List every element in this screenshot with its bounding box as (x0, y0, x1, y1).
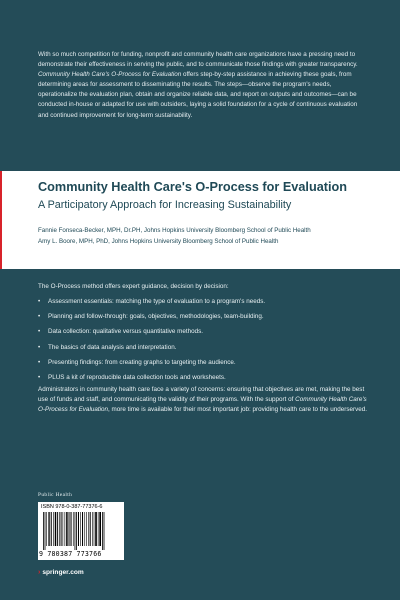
arrow-icon: › (38, 569, 41, 576)
list-item-text: PLUS a kit of reproducible data collection tools and worksheets. (48, 373, 226, 381)
barcode-bar (99, 512, 101, 546)
description-text-a: With so much competition for funding, nonprofit and community health care organizations have a pressing need to demonstrate their effectiveness in serving the public, and to communicate those findings with greater transparency. (38, 51, 358, 69)
barcode-bar (57, 512, 58, 546)
publisher-link[interactable] (38, 569, 84, 576)
barcode-bar (45, 512, 46, 550)
closing-text-a: Administrators in community health care face a variety of concerns: ensuring that objectives are met, making the best use of funds and staff, and communicating the validity of their programs. With the support of (38, 386, 365, 404)
list-item-text: Assessment essentials: matching the type of evaluation to a program's needs. (48, 298, 266, 305)
book-title: Community Health Care's O-Process for Evaluation (38, 180, 348, 194)
barcode-graphic (42, 512, 120, 550)
bullet-icon: • (38, 373, 41, 381)
barcode-bar (90, 512, 91, 546)
barcode-bar (71, 512, 72, 546)
barcode-bar (84, 512, 85, 546)
barcode-bar (69, 512, 70, 546)
barcode-bar (98, 512, 99, 546)
barcode-bar (51, 512, 52, 546)
barcode-bar (46, 512, 47, 546)
barcode-bar (43, 512, 44, 550)
barcode-bar (80, 512, 81, 546)
closing-paragraph (38, 385, 368, 415)
bullet-icon: • (38, 328, 41, 336)
author-line-1: Fannie Fonseca-Becker, MPH, Dr.PH, Johns Hopkins University Bloomberg School of Public Health (38, 227, 311, 234)
list-item (38, 312, 368, 322)
title-band-accent (0, 171, 2, 269)
barcode-number: 9 780387 773766 (39, 550, 102, 558)
description-text-b: offers step-by-step assistance in achieving these goals, from determining areas for assessment to disseminating the results. The steps—observe the program's needs, operationalize the evaluation plan, obtain and organize reliable data, and report on outputs and outcomes—can be conducted in-house or adapted for use with outsiders, laying a solid foundation for a cycle of continuous evaluation and continued improvement for long-term sustainability. (38, 71, 358, 119)
book-subtitle: A Participatory Approach for Increasing Sustainability (38, 199, 292, 211)
author-line-2: Amy L. Boore, MPH, PhD, Johns Hopkins University Bloomberg School of Public Health (38, 237, 279, 245)
method-section (38, 282, 368, 388)
method-bullet-list (38, 297, 368, 383)
barcode-bar (82, 512, 83, 546)
publisher-url: springer.com (42, 569, 84, 576)
barcode-bar (55, 512, 57, 546)
barcode-bar (48, 512, 49, 546)
method-intro: The O-Process method offers expert guidance, decision by decision: (38, 283, 229, 290)
barcode-bar (73, 512, 74, 546)
barcode-bar (76, 512, 77, 550)
barcode-bar (86, 512, 87, 546)
list-item-text: Presenting findings: from creating graphs to targeting the audience. (48, 358, 236, 366)
barcode-bar (94, 512, 95, 546)
bullet-icon: • (38, 358, 41, 366)
barcode-bar (78, 512, 79, 546)
list-item (38, 297, 368, 307)
list-item (38, 343, 368, 353)
barcode-bar (66, 512, 68, 546)
barcode-bar (59, 512, 60, 546)
bullet-icon: • (38, 298, 41, 305)
barcode-bar (88, 512, 89, 546)
closing-book-title: Community Health Care's O-Process for Evaluation (38, 396, 367, 414)
barcode-bar (92, 512, 93, 546)
barcode-bar (63, 512, 64, 546)
list-item-text: Data collection: qualitative versus quantitative methods. (48, 328, 204, 336)
barcode-bar (102, 512, 103, 550)
list-item (38, 327, 368, 337)
barcode-bar (65, 512, 66, 546)
list-item-text: Planning and follow-through: goals, objectives, methodologies, team-building. (48, 313, 264, 321)
barcode-bar (104, 512, 105, 550)
barcode-bar (75, 512, 76, 550)
list-item (38, 373, 368, 383)
barcode-bar (53, 512, 54, 546)
barcode-panel (38, 502, 124, 560)
isbn-label: ISBN 978-0-387-77376-6 (41, 504, 103, 510)
barcode-bar (61, 512, 62, 546)
barcode-bar (95, 512, 97, 546)
list-item (38, 358, 368, 368)
back-cover-description (38, 50, 366, 121)
bullet-icon: • (38, 343, 41, 351)
subject-imprint: Public Health (38, 492, 73, 498)
description-book-title: Community Health Care's O-Process for Evaluation (38, 71, 182, 79)
authors-block (38, 226, 388, 247)
list-item-text: The basics of data analysis and interpretation. (48, 343, 177, 351)
bullet-icon: • (38, 313, 41, 321)
closing-text-b: , more time is available for their most important job: providing health care to the underserved. (108, 406, 367, 414)
